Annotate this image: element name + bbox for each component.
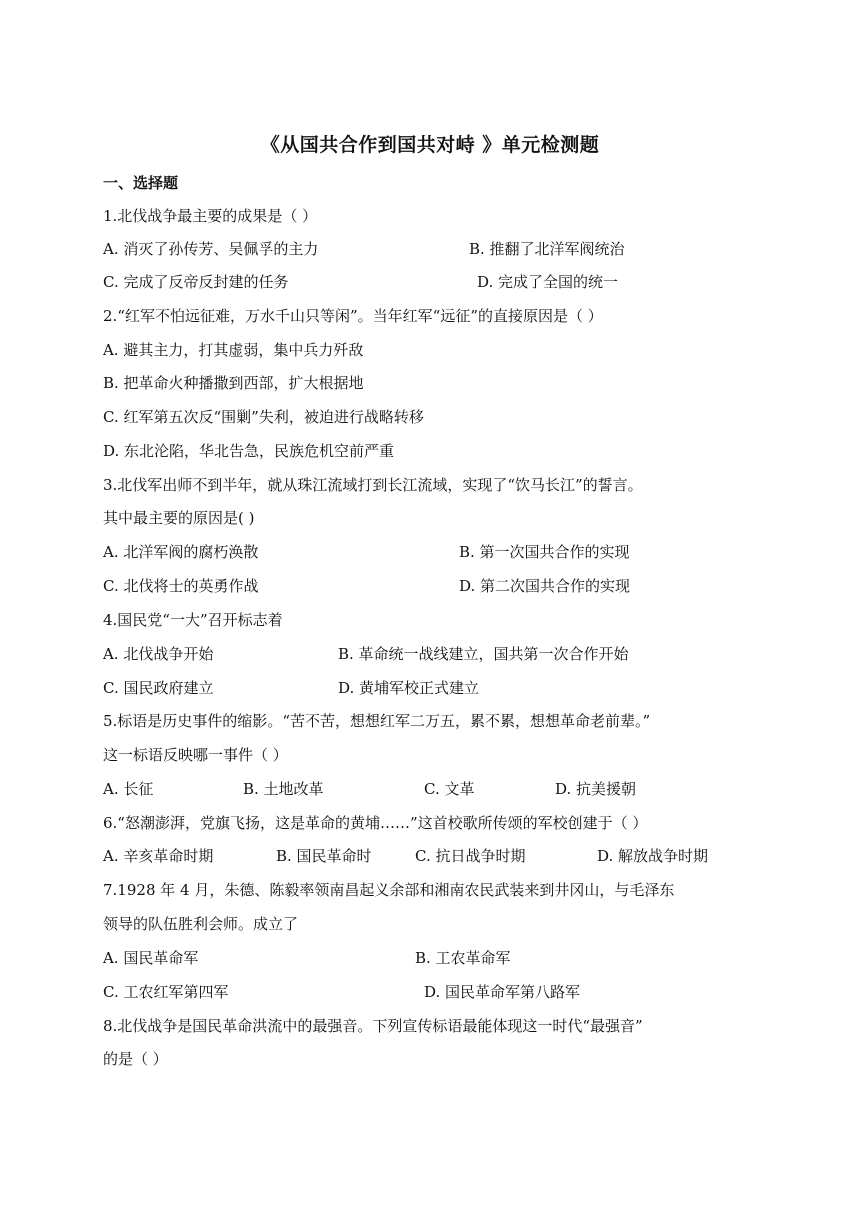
question-7-option-b: B. 工农革命军	[415, 949, 511, 967]
question-3-option-d: D. 第二次国共合作的实现	[459, 577, 631, 595]
question-6-option-b: B. 国民革命时	[276, 847, 372, 865]
document-title: 《从国共合作到国共对峙 》单元检测题	[260, 134, 600, 156]
question-7-stem-line-2: 领导的队伍胜利会师。成立了	[103, 915, 299, 933]
question-5-option-b: B. 土地改革	[243, 780, 324, 798]
question-3-stem-line-2: 其中最主要的原因是( )	[103, 509, 255, 527]
question-6-option-c: C. 抗日战争时期	[415, 847, 526, 865]
question-3-option-a: A. 北洋军阀的腐朽涣散	[103, 543, 259, 561]
question-3-stem-line-1: 3.北伐军出师不到半年，就从珠江流域打到长江流域，实现了“饮马长江”的誓言。	[103, 476, 643, 494]
question-2-option-c: C. 红军第五次反“围剿”失利，被迫进行战略转移	[103, 408, 424, 426]
question-6-option-a: A. 辛亥革命时期	[103, 847, 214, 865]
question-4-option-a: A. 北伐战争开始	[103, 645, 214, 663]
question-8-stem-line-1: 8.北伐战争是国民革命洪流中的最强音。下列宣传标语最能体现这一时代“最强音”	[103, 1017, 643, 1035]
question-4-stem: 4.国民党“一大”召开标志着	[103, 611, 283, 629]
question-7-option-a: A. 国民革命军	[103, 949, 199, 967]
question-5-option-c: C. 文革	[424, 780, 475, 798]
question-5-stem-line-2: 这一标语反映哪一事件（ ）	[103, 746, 288, 764]
question-7-stem-line-1: 7.1928 年 4 月，朱德、陈毅率领南昌起义余部和湘南农民武装来到井冈山，与毛泽东	[103, 881, 675, 899]
question-1-option-b: B. 推翻了北洋军阀统治	[469, 240, 625, 258]
question-1-stem: 1.北伐战争最主要的成果是（ ）	[103, 207, 318, 225]
question-4-option-b: B. 革命统一战线建立，国共第一次合作开始	[338, 645, 629, 663]
question-7-option-d: D. 国民革命军第八路军	[424, 983, 581, 1001]
question-8-stem-line-2: 的是（ ）	[103, 1050, 168, 1068]
question-2-option-d: D. 东北沦陷，华北告急，民族危机空前严重	[103, 442, 395, 460]
question-1-option-d: D. 完成了全国的统一	[477, 273, 619, 291]
question-6-stem: 6.“怒潮澎湃，党旗飞扬，这是革命的黄埔……”这首校歌所传颂的军校创建于（ ）	[103, 814, 648, 832]
section-heading: 一、选择题	[103, 174, 179, 192]
question-2-option-a: A. 避其主力，打其虚弱，集中兵力歼敌	[103, 341, 364, 359]
question-1-option-a: A. 消灭了孙传芳、吴佩孚的主力	[103, 240, 319, 258]
question-4-option-c: C. 国民政府建立	[103, 679, 214, 697]
question-7-option-c: C. 工农红军第四军	[103, 983, 229, 1001]
question-2-option-b: B. 把革命火种播撒到西部，扩大根据地	[103, 374, 364, 392]
question-4-option-d: D. 黄埔军校正式建立	[338, 679, 480, 697]
question-5-option-d: D. 抗美援朝	[555, 780, 637, 798]
question-2-stem: 2.“红军不怕远征难，万水千山只等闲”。当年红军“远征”的直接原因是（ ）	[103, 307, 603, 325]
question-1-option-c: C. 完成了反帝反封建的任务	[103, 273, 289, 291]
question-3-option-b: B. 第一次国共合作的实现	[459, 543, 630, 561]
question-5-stem-line-1: 5.标语是历史事件的缩影。“苦不苦，想想红军二万五，累不累，想想革命老前辈。”	[103, 712, 651, 730]
question-6-option-d: D. 解放战争时期	[597, 847, 709, 865]
question-3-option-c: C. 北伐将士的英勇作战	[103, 577, 259, 595]
question-5-option-a: A. 长征	[103, 780, 154, 798]
